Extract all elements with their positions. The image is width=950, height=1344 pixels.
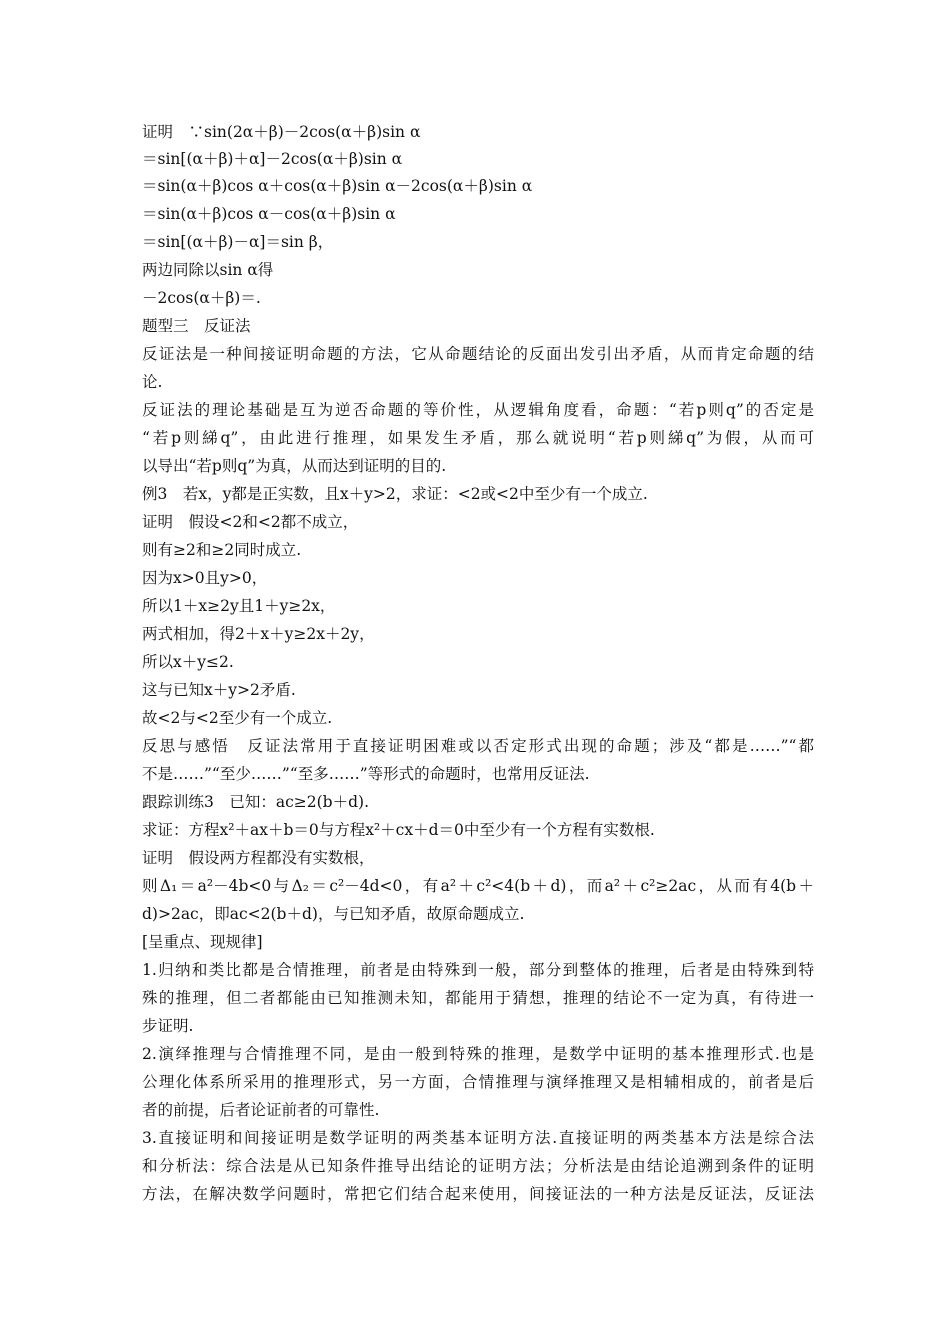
text-line: 证明 假设两方程都没有实数根， xyxy=(142,849,375,867)
paragraph-line: 反思与感悟 反证法常用于直接证明困难或以否定形式出现的命题；涉及“都是……”“都 xyxy=(142,737,814,755)
text-line: 则有≥2和≥2同时成立. xyxy=(142,541,302,559)
section-heading: 题型三 反证法 xyxy=(142,317,251,335)
text-line: 证明 ∵sin(2α＋β)－2cos(α＋β)sin α xyxy=(142,123,421,141)
text-line: ＝sin(α＋β)cos α－cos(α＋β)sin α xyxy=(142,205,396,223)
text-line: 两式相加，得2＋x＋y≥2x＋2y， xyxy=(142,625,375,643)
text-line: －2cos(α＋β)＝. xyxy=(142,289,261,307)
text-line: 所以x＋y≤2. xyxy=(142,653,234,671)
exercise-heading: 跟踪训练3 已知：ac≥2(b＋d). xyxy=(142,793,369,811)
paragraph-line: 反证法是一种间接证明命题的方法，它从命题结论的反面出发引出矛盾，从而肯定命题的结 xyxy=(142,345,814,363)
text-line: 证明 假设<2和<2都不成立， xyxy=(142,513,359,531)
paragraph-line: 1.归纳和类比都是合情推理，前者是由特殊到一般，部分到整体的推理，后者是由特殊到特 xyxy=(142,961,814,979)
section-heading: [呈重点、现规律] xyxy=(142,933,263,951)
paragraph-line: 论. xyxy=(142,373,163,391)
text-line: 故<2与<2至少有一个成立. xyxy=(142,709,333,727)
text-line: ＝sin(α＋β)cos α＋cos(α＋β)sin α－2cos(α＋β)sin α xyxy=(142,177,533,195)
paragraph-line: 和分析法：综合法是从已知条件推导出结论的证明方法；分析法是由结论追溯到条件的证明 xyxy=(142,1157,814,1175)
paragraph-line: “若p则綈q”，由此进行推理，如果发生矛盾，那么就说明“若p则綈q”为假，从而可 xyxy=(142,429,814,447)
text-line: 求证：方程x²＋ax＋b＝0与方程x²＋cx＋d＝0中至少有一个方程有实数根. xyxy=(142,821,655,839)
text-line: 所以1＋x≥2y且1＋y≥2x， xyxy=(142,597,336,615)
paragraph-line: 2.演绎推理与合情推理不同，是由一般到特殊的推理，是数学中证明的基本推理形式.也是 xyxy=(142,1045,814,1063)
text-line: ＝sin[(α＋β)＋α]－2cos(α＋β)sin α xyxy=(142,150,403,168)
paragraph-line: d)>2ac，即ac<2(b＋d)，与已知矛盾，故原命题成立. xyxy=(142,905,525,923)
paragraph-line: 步证明. xyxy=(142,1017,194,1035)
paragraph-line: 公理化体系所采用的推理形式，另一方面，合情推理与演绎推理又是相辅相成的，前者是后 xyxy=(142,1073,814,1091)
paragraph-line: 则Δ₁＝a²－4b<0与Δ₂＝c²－4d<0，有a²＋c²<4(b＋d)，而a²＋c²≥2ac，从而有4(b＋ xyxy=(142,877,814,895)
text-line: 因为x>0且y>0， xyxy=(142,569,268,587)
paragraph-line: 方法，在解决数学问题时，常把它们结合起来使用，间接证法的一种方法是反证法，反证法 xyxy=(142,1185,814,1203)
example-heading: 例3 若x，y都是正实数，且x＋y>2，求证：<2或<2中至少有一个成立. xyxy=(142,485,648,503)
paragraph-line: 3.直接证明和间接证明是数学证明的两类基本证明方法.直接证明的两类基本方法是综合法 xyxy=(142,1129,814,1147)
paragraph-line: 反证法的理论基础是互为逆否命题的等价性，从逻辑角度看，命题：“若p则q”的否定是 xyxy=(142,401,814,419)
text-line: 两边同除以sin α得 xyxy=(142,261,274,279)
text-line: 这与已知x＋y>2矛盾. xyxy=(142,681,296,699)
paragraph-line: 不是……”“至少……”“至多……”等形式的命题时，也常用反证法. xyxy=(142,765,590,783)
paragraph-line: 者的前提，后者论证前者的可靠性. xyxy=(142,1101,380,1119)
text-line: ＝sin[(α＋β)－α]＝sin β， xyxy=(142,233,334,251)
paragraph-line: 以导出“若p则q”为真，从而达到证明的目的. xyxy=(142,457,447,475)
paragraph-line: 殊的推理，但二者都能由已知推测未知，都能用于猜想，推理的结论不一定为真，有待进一 xyxy=(142,989,814,1007)
